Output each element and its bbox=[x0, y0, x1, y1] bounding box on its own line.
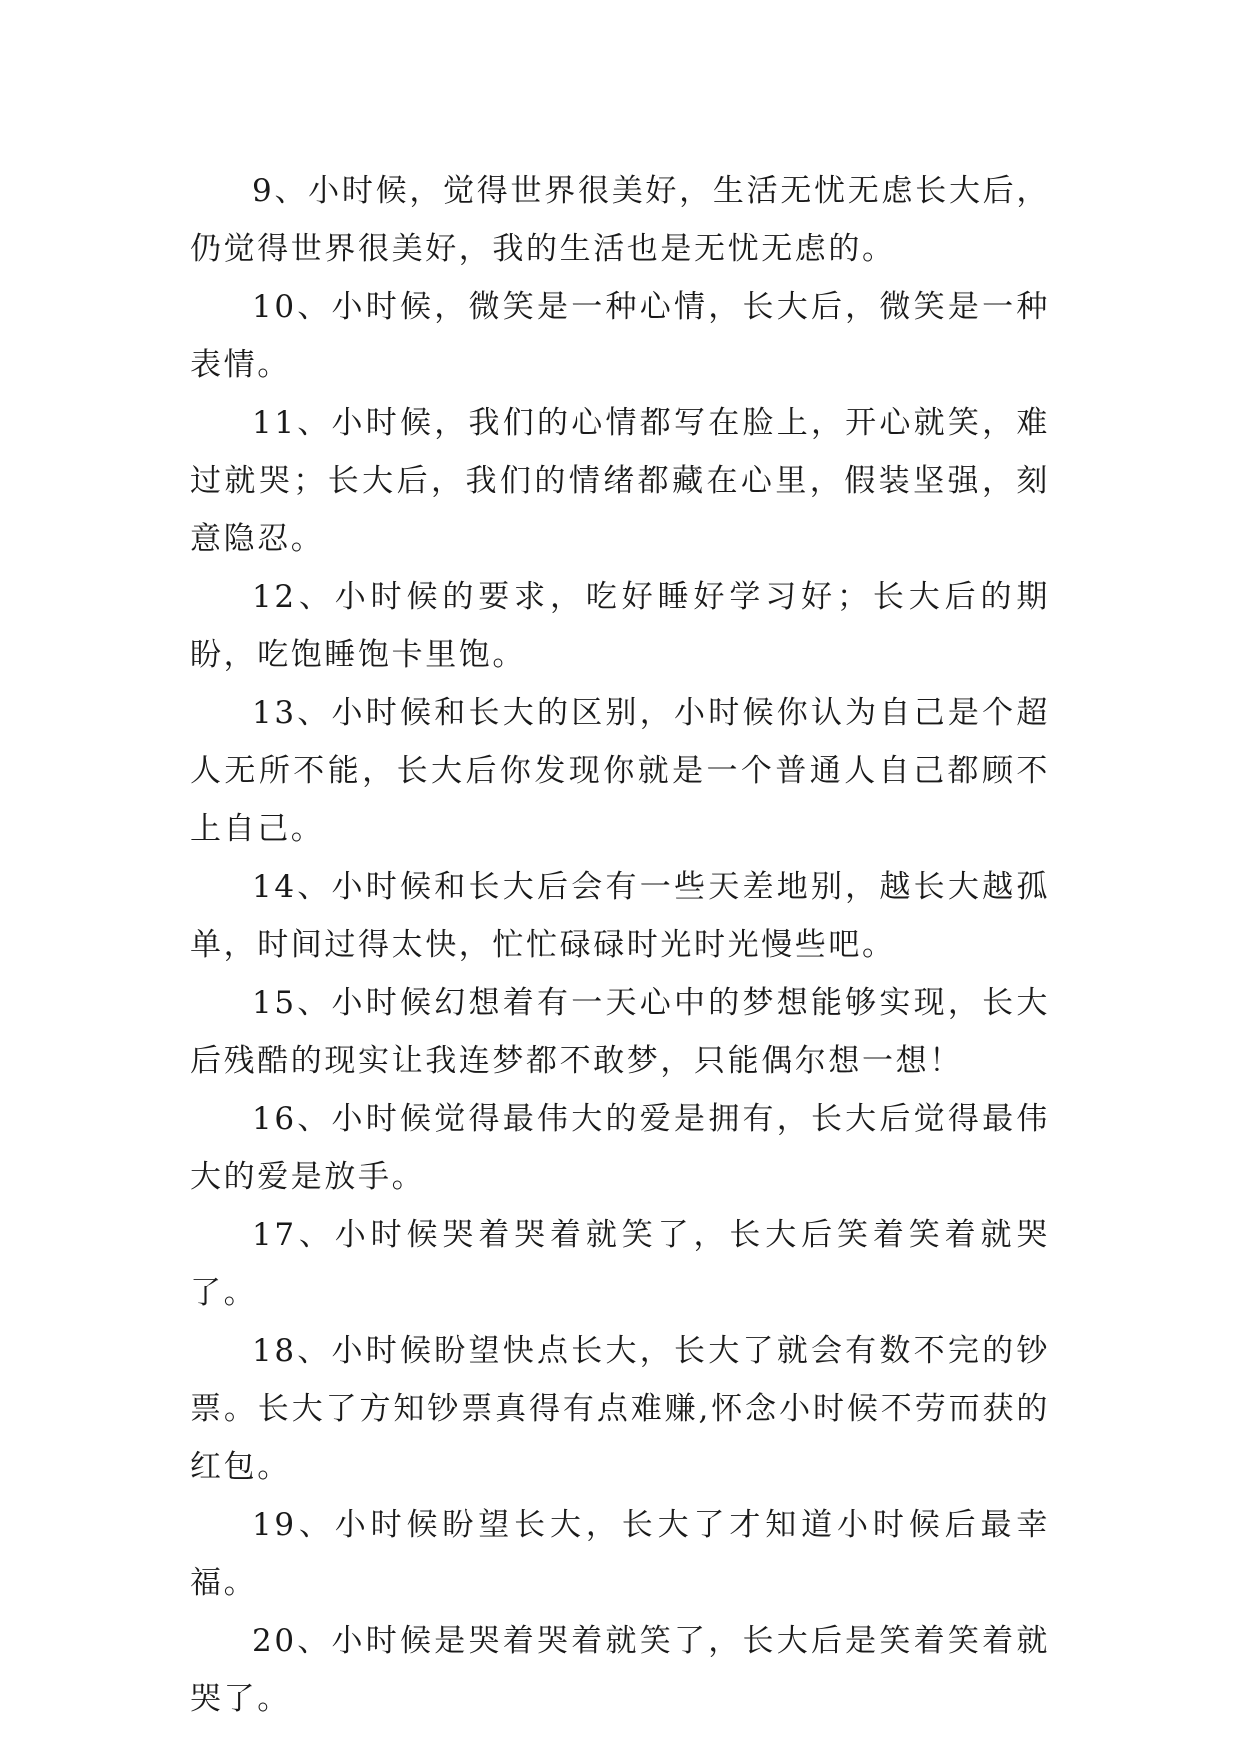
paragraph-9: 9、小时候，觉得世界很美好，生活无忧无虑长大后，仍觉得世界很美好，我的生活也是无忧无虑的。 bbox=[190, 173, 1050, 267]
paragraph-12: 12、小时候的要求，吃好睡好学习好；长大后的期盼，吃饱睡饱卡里饱。 bbox=[190, 579, 1050, 673]
paragraph-11: 11、小时候，我们的心情都写在脸上，开心就笑，难过就哭；长大后，我们的情绪都藏在心里，假装坚强，刻意隐忍。 bbox=[190, 405, 1050, 557]
paragraph-13: 13、小时候和长大的区别，小时候你认为自己是个超人无所不能，长大后你发现你就是一个普通人自己都顾不上自己。 bbox=[190, 695, 1050, 847]
paragraph-15: 15、小时候幻想着有一天心中的梦想能够实现，长大后残酷的现实让我连梦都不敢梦，只能偶尔想一想！ bbox=[190, 985, 1050, 1079]
document-body bbox=[190, 162, 1050, 1728]
paragraph-20: 20、小时候是哭着哭着就笑了，长大后是笑着笑着就哭了。 bbox=[190, 1623, 1050, 1717]
paragraph-16: 16、小时候觉得最伟大的爱是拥有，长大后觉得最伟大的爱是放手。 bbox=[190, 1101, 1050, 1195]
paragraph-17: 17、小时候哭着哭着就笑了，长大后笑着笑着就哭了。 bbox=[190, 1217, 1050, 1311]
paragraph-10: 10、小时候，微笑是一种心情，长大后，微笑是一种表情。 bbox=[190, 289, 1050, 383]
paragraph-18: 18、小时候盼望快点长大，长大了就会有数不完的钞票。长大了方知钞票真得有点难赚,怀念小时候不劳而获的红包。 bbox=[190, 1333, 1050, 1485]
paragraph-19: 19、小时候盼望长大，长大了才知道小时候后最幸福。 bbox=[190, 1507, 1050, 1601]
paragraph-14: 14、小时候和长大后会有一些天差地别，越长大越孤单，时间过得太快，忙忙碌碌时光时光慢些吧。 bbox=[190, 869, 1050, 963]
